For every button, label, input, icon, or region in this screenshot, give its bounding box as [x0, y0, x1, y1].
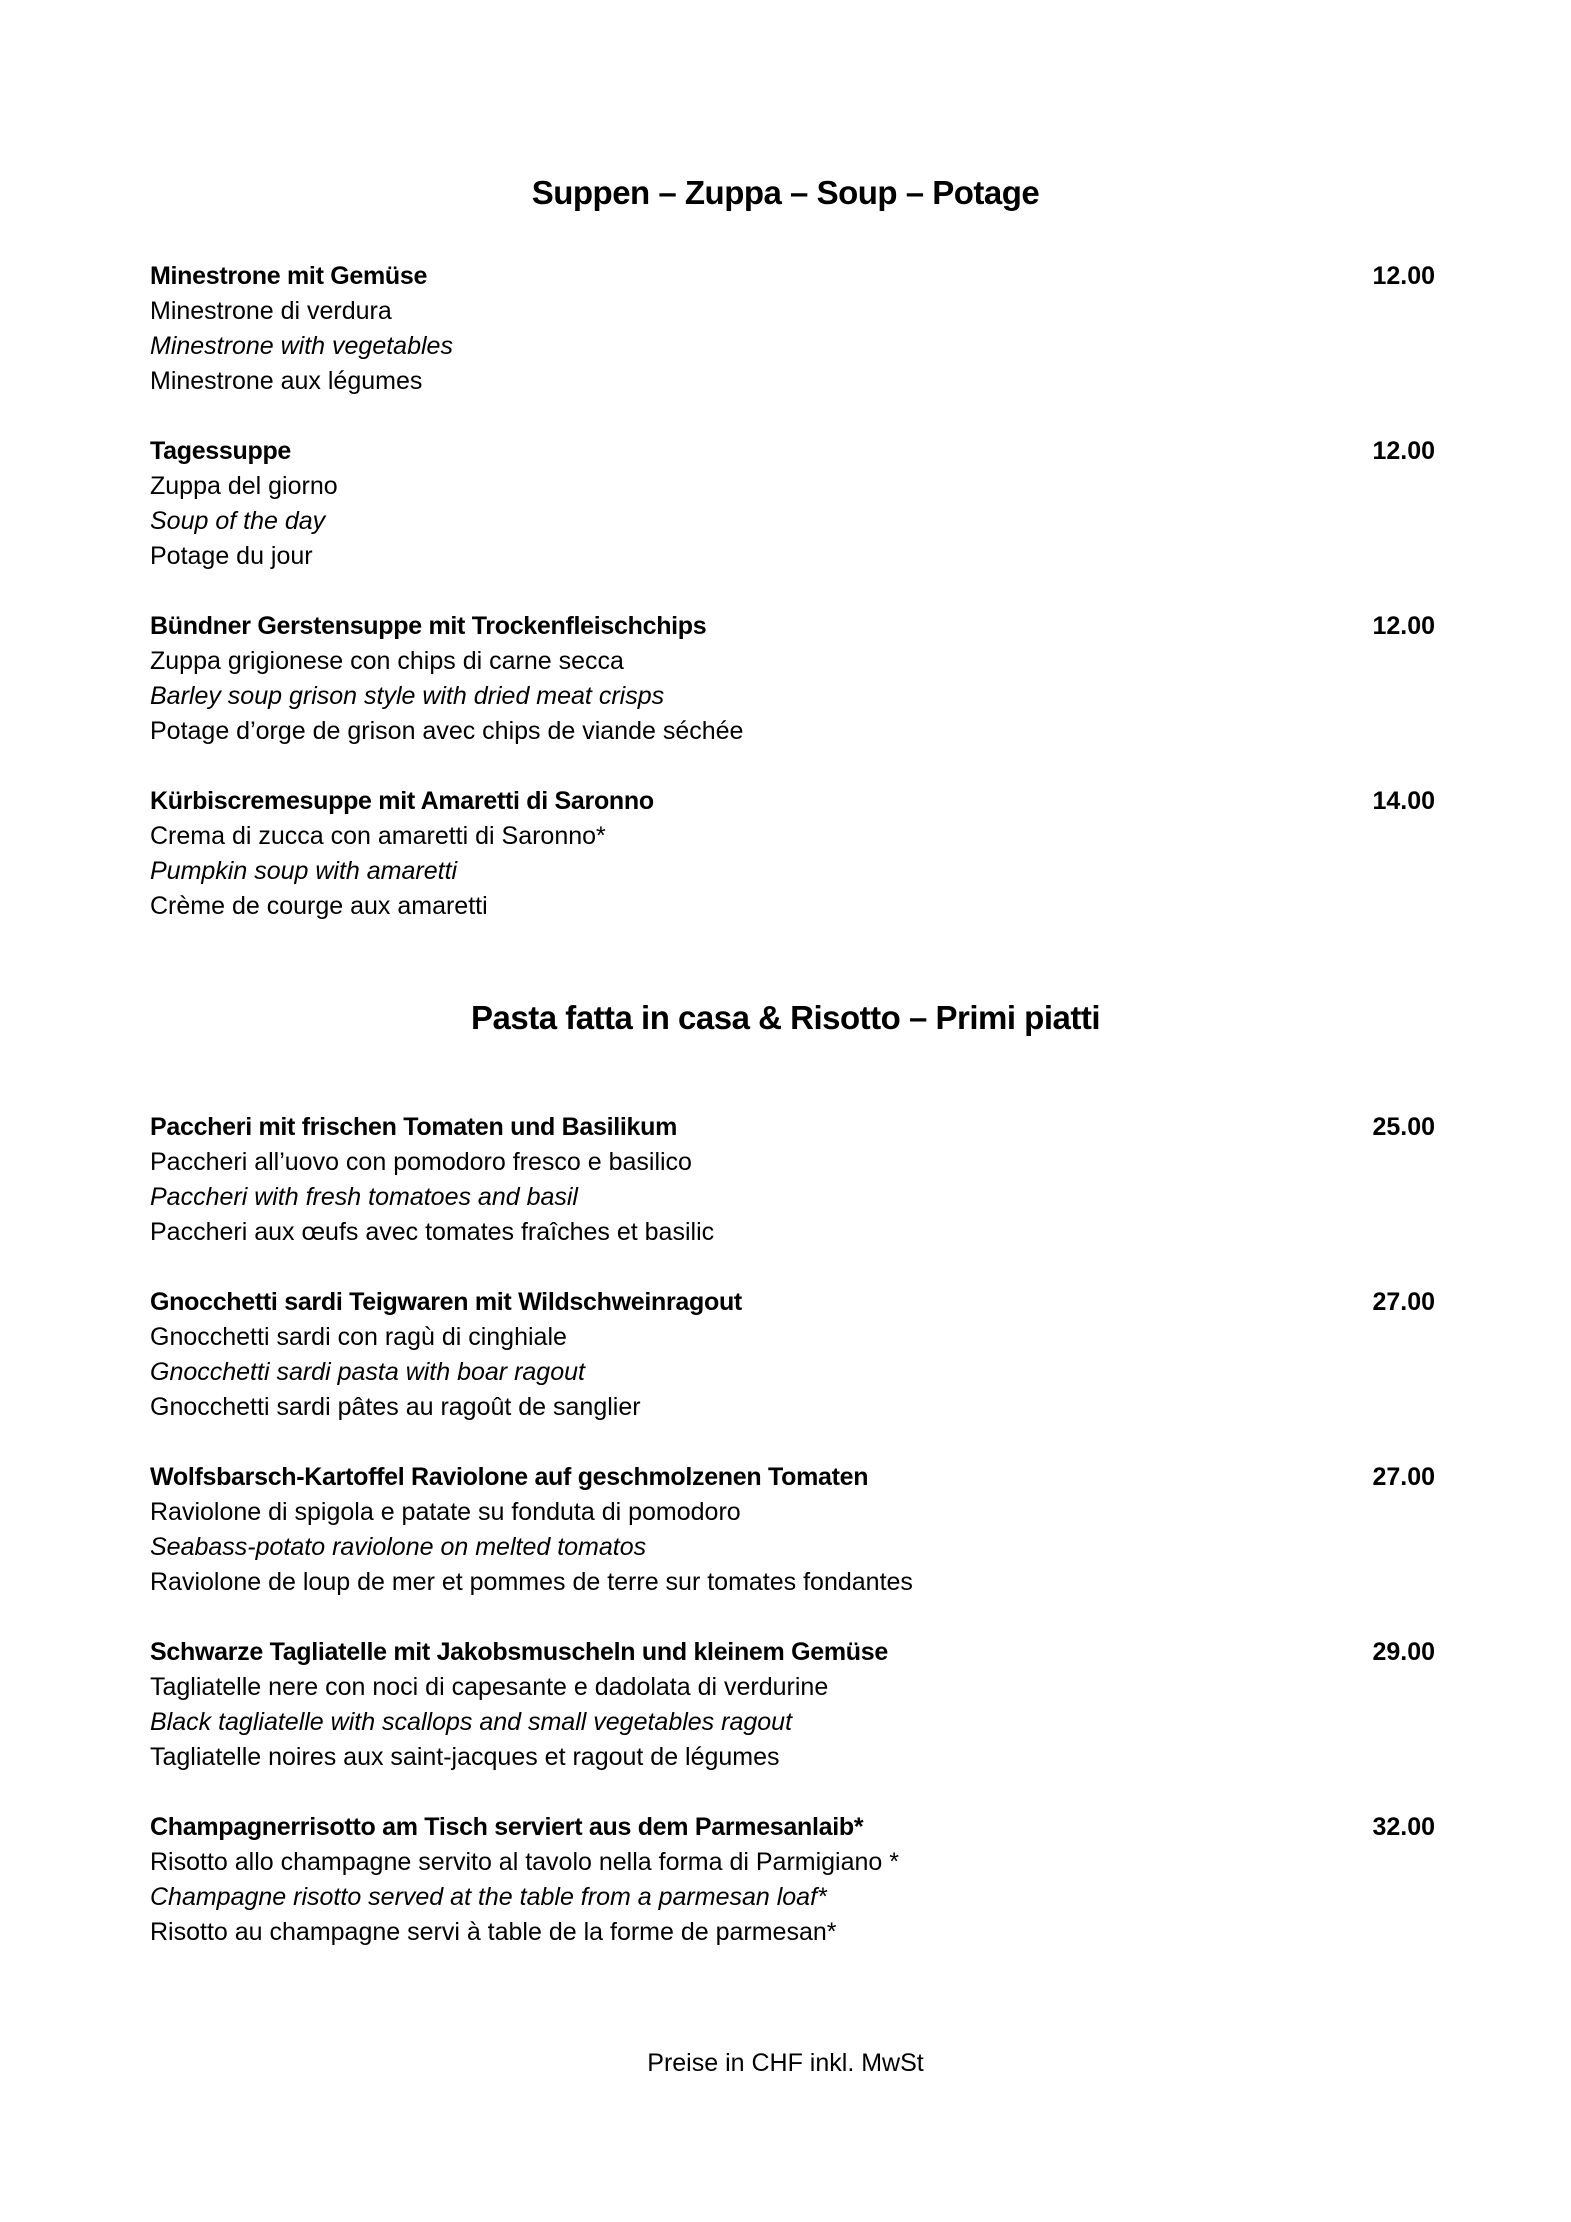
- section-title-soups: Suppen – Zuppa – Soup – Potage: [531, 174, 1040, 211]
- menu-item: [150, 1285, 1435, 1425]
- item-name-fr: Risotto au champagne servi à table de la forme de parmesan*: [150, 1918, 837, 1946]
- item-name-en: Champagne risotto served at the table from a parmesan loaf*: [150, 1883, 827, 1911]
- item-name-de: Minestrone mit Gemüse: [150, 262, 428, 290]
- item-name-it: Tagliatelle nere con noci di capesante e dadolata di verdurine: [150, 1673, 829, 1701]
- item-name-en: Paccheri with fresh tomatoes and basil: [150, 1183, 578, 1211]
- item-name-fr: Potage du jour: [150, 542, 313, 570]
- item-name-de: Paccheri mit frischen Tomaten und Basilikum: [150, 1113, 678, 1141]
- item-name-en: Black tagliatelle with scallops and small vegetables ragout: [150, 1708, 793, 1736]
- menu-item: [150, 1460, 1435, 1600]
- section-title-pasta: Pasta fatta in casa & Risotto – Primi piatti: [470, 999, 1100, 1036]
- item-name-it: Gnocchetti sardi con ragù di cinghiale: [150, 1323, 567, 1351]
- item-price: 27.00: [1372, 1463, 1435, 1491]
- item-name-fr: Tagliatelle noires aux saint-jacques et ragout de légumes: [150, 1743, 780, 1771]
- item-name-it: Risotto allo champagne servito al tavolo nella forma di Parmigiano *: [150, 1848, 899, 1876]
- menu-item: [150, 784, 1435, 924]
- item-name-en: Pumpkin soup with amaretti: [150, 857, 458, 885]
- item-name-en: Seabass-potato raviolone on melted tomatos: [150, 1533, 647, 1561]
- item-name-fr: Gnocchetti sardi pâtes au ragoût de sanglier: [150, 1393, 641, 1421]
- item-price: 32.00: [1372, 1813, 1435, 1841]
- menu-item: [150, 609, 1435, 749]
- menu-item: [150, 1635, 1435, 1775]
- item-name-fr: Raviolone de loup de mer et pommes de terre sur tomates fondantes: [150, 1568, 913, 1596]
- item-name-de: Schwarze Tagliatelle mit Jakobsmuscheln und kleinem Gemüse: [150, 1638, 888, 1666]
- item-price: 14.00: [1372, 787, 1435, 815]
- menu-item: [150, 1810, 1435, 1950]
- item-price: 27.00: [1372, 1288, 1435, 1316]
- item-name-de: Bündner Gerstensuppe mit Trockenfleischchips: [150, 612, 707, 640]
- item-name-en: Soup of the day: [150, 507, 326, 535]
- item-name-en: Barley soup grison style with dried meat crisps: [150, 682, 665, 710]
- item-name-it: Paccheri all’uovo con pomodoro fresco e basilico: [150, 1148, 692, 1176]
- item-name-de: Wolfsbarsch-Kartoffel Raviolone auf geschmolzenen Tomaten: [150, 1463, 869, 1491]
- item-name-fr: Paccheri aux œufs avec tomates fraîches et basilic: [150, 1218, 715, 1246]
- item-name-fr: Crème de courge aux amaretti: [150, 892, 488, 920]
- item-name-de: Tagessuppe: [150, 437, 292, 465]
- item-name-it: Zuppa del giorno: [150, 472, 338, 500]
- item-name-it: Raviolone di spigola e patate su fonduta di pomodoro: [150, 1498, 741, 1526]
- item-price: 12.00: [1372, 612, 1435, 640]
- item-name-it: Crema di zucca con amaretti di Saronno*: [150, 822, 606, 850]
- item-name-fr: Potage d’orge de grison avec chips de viande séchée: [150, 717, 744, 745]
- menu-item: [150, 1110, 1435, 1250]
- item-price: 25.00: [1372, 1113, 1435, 1141]
- item-name-it: Minestrone di verdura: [150, 297, 392, 325]
- menu-item: [150, 259, 1435, 399]
- item-name-fr: Minestrone aux légumes: [150, 367, 423, 395]
- item-name-it: Zuppa grigionese con chips di carne secca: [150, 647, 624, 675]
- item-name-de: Kürbiscremesuppe mit Amaretti di Saronno: [150, 787, 654, 815]
- item-price: 12.00: [1372, 262, 1435, 290]
- item-price: 29.00: [1372, 1638, 1435, 1666]
- item-name-en: Gnocchetti sardi pasta with boar ragout: [150, 1358, 585, 1386]
- item-name-en: Minestrone with vegetables: [150, 332, 453, 360]
- item-name-de: Gnocchetti sardi Teigwaren mit Wildschweinragout: [150, 1288, 742, 1316]
- menu-item: [150, 434, 1435, 574]
- price-footnote: Preise in CHF inkl. MwSt: [647, 2049, 924, 2077]
- item-price: 12.00: [1372, 437, 1435, 465]
- item-name-de: Champagnerrisotto am Tisch serviert aus dem Parmesanlaib*: [150, 1813, 864, 1841]
